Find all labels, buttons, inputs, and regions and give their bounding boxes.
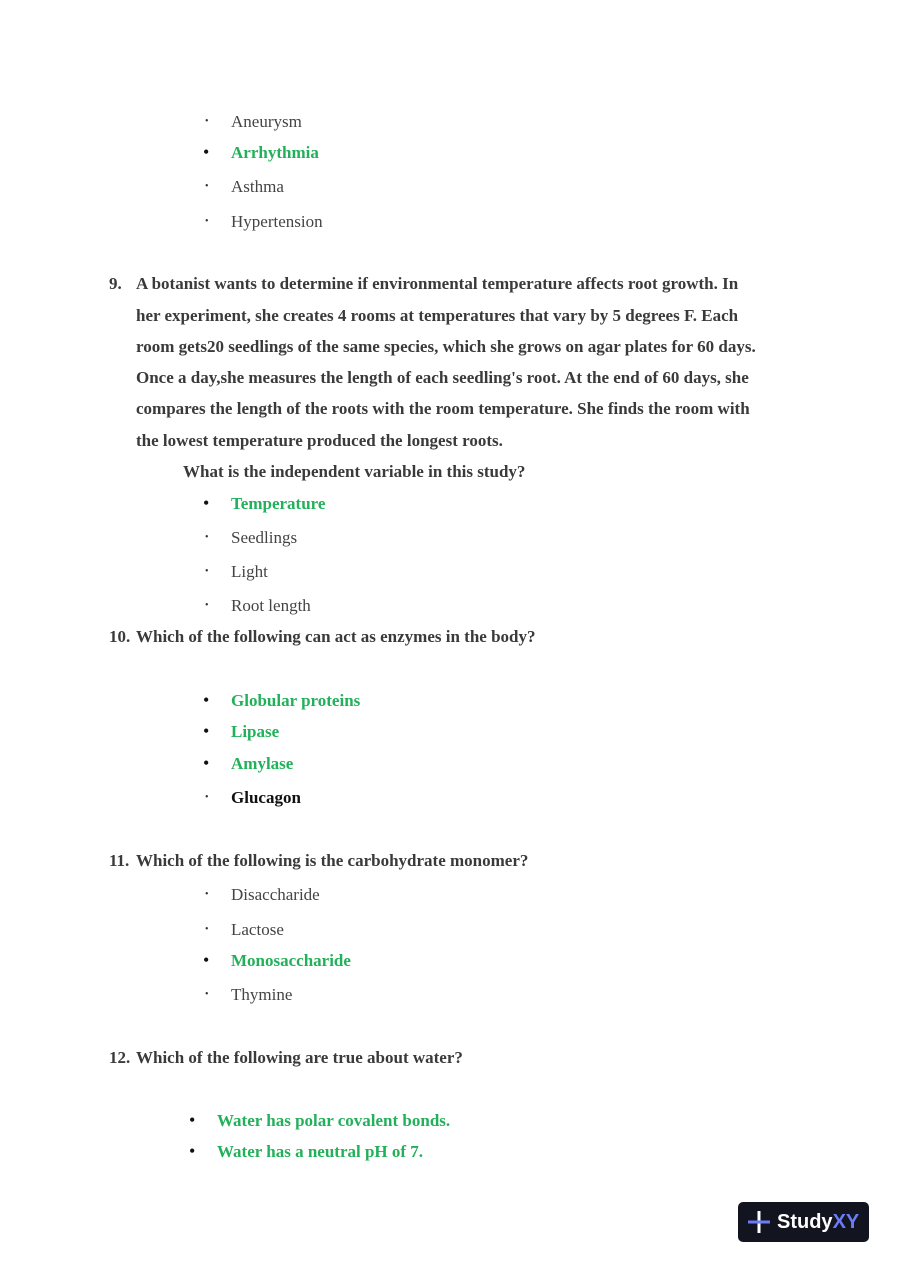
brand-name-accent: XY (832, 1210, 860, 1233)
question-text-line: compares the length of the roots with the room temperature. She finds the room with (136, 399, 750, 418)
brand-name-main: Study (777, 1210, 833, 1233)
bullet-icon: • (205, 989, 209, 1000)
question-number: 11. (109, 851, 130, 870)
q10-option-2-correct: Lipase (231, 722, 280, 741)
bullet-icon: • (205, 566, 209, 577)
bullet-icon: • (205, 532, 209, 543)
q8-option-2-correct: Arrhythmia (231, 143, 319, 162)
q9-option-2: Seedlings (231, 528, 298, 547)
bullet-icon: • (205, 792, 209, 803)
q9-option-3: Light (231, 562, 268, 581)
brand-name (777, 1211, 859, 1234)
q9-option-1-correct: Temperature (231, 494, 326, 513)
question-prompt: What is the independent variable in this study? (183, 462, 526, 481)
bullet-icon: • (205, 216, 209, 227)
q9-option-4: Root length (231, 596, 311, 615)
studyxy-logo-badge[interactable] (738, 1202, 869, 1242)
q11-option-4: Thymine (231, 985, 293, 1004)
q11-option-3-correct: Monosaccharide (231, 951, 351, 970)
bullet-icon: • (203, 721, 210, 741)
question-text-line: A botanist wants to determine if environmental temperature affects root growth. In (136, 274, 739, 293)
q8-option-1: Aneurysm (231, 112, 302, 131)
question-10 (109, 627, 536, 647)
bullet-icon: • (205, 600, 209, 611)
q8-option-4: Hypertension (231, 212, 323, 231)
bullet-icon: • (203, 753, 210, 773)
question-number: 9. (109, 274, 122, 293)
q10-option-3-correct: Amylase (231, 754, 294, 773)
q11-option-1: Disaccharide (231, 885, 320, 904)
bullet-icon: • (205, 116, 209, 127)
bullet-icon: • (203, 950, 210, 970)
bullet-icon: • (205, 924, 209, 935)
plus-icon (747, 1210, 771, 1234)
question-text: Which of the following can act as enzymes in the body? (136, 627, 536, 646)
bullet-icon: • (203, 142, 210, 162)
bullet-icon: • (189, 1141, 196, 1161)
question-text-line: her experiment, she creates 4 rooms at temperatures that vary by 5 degrees F. Each (136, 306, 739, 325)
bullet-icon: • (205, 889, 209, 900)
question-12 (109, 1048, 463, 1068)
bullet-icon: • (189, 1110, 196, 1130)
question-text: Which of the following are true about water? (136, 1048, 463, 1067)
q12-option-2-correct: Water has a neutral pH of 7. (217, 1142, 424, 1161)
question-number: 10. (109, 627, 131, 646)
bullet-icon: • (205, 181, 209, 192)
q10-option-1-correct: Globular proteins (231, 691, 361, 710)
question-text-line: the lowest temperature produced the longest roots. (136, 431, 503, 450)
bullet-icon: • (203, 493, 210, 513)
question-number: 12. (109, 1048, 131, 1067)
q8-option-3: Asthma (231, 177, 284, 196)
q10-option-4: Glucagon (231, 788, 301, 807)
q11-option-2: Lactose (231, 920, 284, 939)
question-text-line: Once a day,she measures the length of each seedling's root. At the end of 60 days, she (136, 368, 749, 387)
bullet-icon: • (203, 690, 210, 710)
question-text: Which of the following is the carbohydrate monomer? (136, 851, 529, 870)
question-text-line: room gets20 seedlings of the same species, which she grows on agar plates for 60 days. (136, 337, 756, 356)
question-11 (109, 851, 528, 871)
q12-option-1-correct: Water has polar covalent bonds. (217, 1111, 451, 1130)
